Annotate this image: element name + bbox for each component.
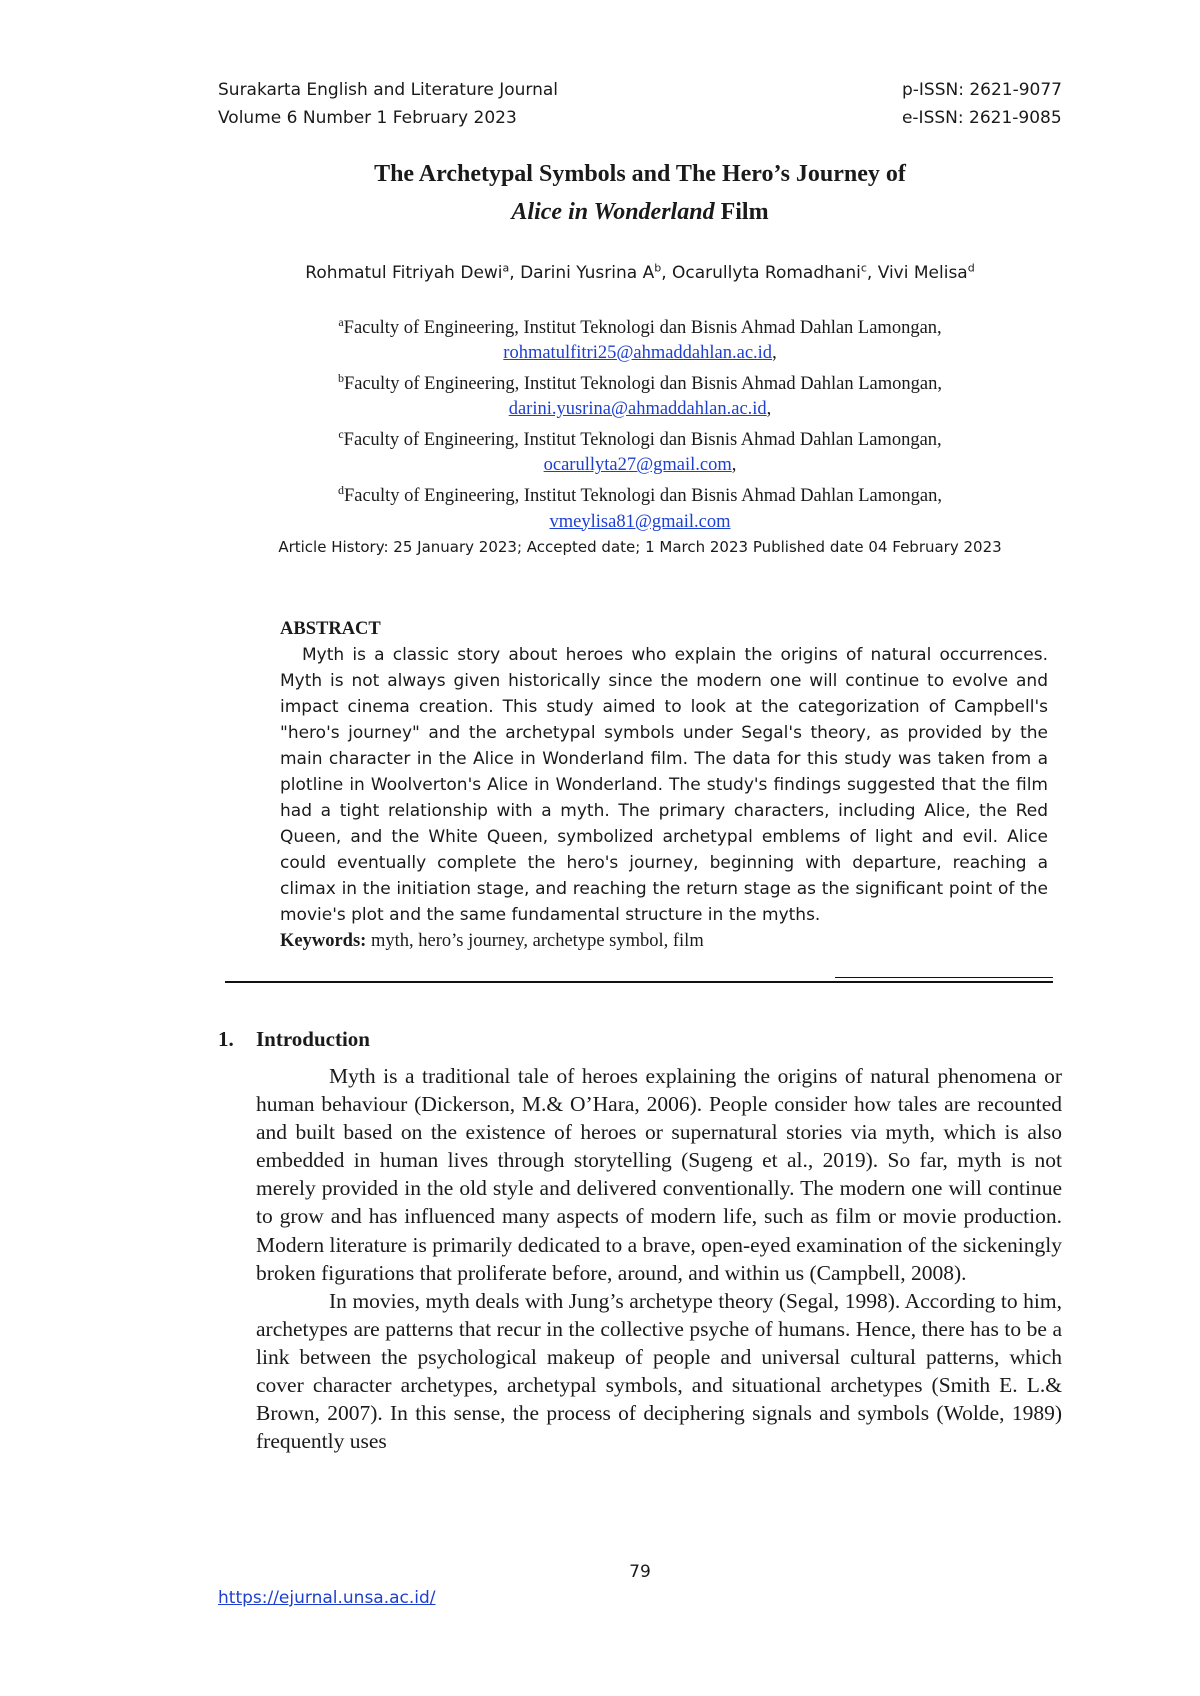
abstract-rule-thin xyxy=(835,977,1053,978)
affiliation-email-line: darini.yusrina@ahmaddahlan.ac.id, xyxy=(508,399,772,420)
article-history: Article History: 25 January 2023; Accepted date; 1 March 2023 Published date 04 February 2023 xyxy=(278,538,1002,556)
paper-title xyxy=(0,155,1200,231)
email-link[interactable]: darini.yusrina@ahmaddahlan.ac.id xyxy=(508,399,767,420)
affiliation-email-line: rohmatulfitri25@ahmaddahlan.ac.id, xyxy=(503,343,777,364)
affiliation: $^d$Faculty of Engineering, Institut Teknologi dan Bisnis Ahmad Dahlan Lamongan, xyxy=(338,483,942,507)
email-link[interactable]: ocarullyta27@gmail.com xyxy=(543,455,732,476)
introduction-heading xyxy=(218,1027,370,1052)
affiliation-email-line: ocarullyta27@gmail.com, xyxy=(543,455,737,476)
author-list xyxy=(0,261,1200,283)
paragraph: Myth is a traditional tale of heroes explaining the origins of natural phenomena or human behaviour (Dickerson, M.& O’Hara, 2006). People consider how tales are recounted and built based on the existence of heroes or supernatural stories via myth, which is also embedded in human lives through storytelling (Sugeng et al., 2019). So far, myth is not merely provided in the old style and delivered conventionally. The modern one will continue to grow and has influenced many aspects of modern life, such as film or movie production. Modern literature is primarily dedicated to a brave, open-eyed examination of the sickeningly broken figurations that proliferate before, around, and within us (Campbell, 2008). xyxy=(256,1064,1062,1285)
introduction-body xyxy=(256,1062,1062,1455)
title-line-1: The Archetypal Symbols and The Hero’s Journey of xyxy=(374,161,906,187)
keywords-text: myth, hero’s journey, archetype symbol, film xyxy=(366,931,704,951)
author: Darini Yusrina $A^b$, xyxy=(520,261,673,283)
email-link[interactable]: vmeylisa81@gmail.com xyxy=(549,511,731,532)
author: Ocarullyta Romadhani$^c$, xyxy=(672,261,878,283)
abstract-section xyxy=(280,616,1048,954)
journal-volume: Volume 6 Number 1 February 2023 xyxy=(218,108,517,128)
paragraph: In movies, myth deals with Jung’s archetype theory (Segal, 1998). According to him, archetypes are patterns that recur in the collective psyche of humans. Hence, there has to be a link between the psychological makeup of people and universal cultural patterns, which cover character archetypes, archetypal symbols, and situational archetypes (Smith E. L.& Brown, 2007). In this sense, the process of deciphering signals and symbols (Wolde, 1989) frequently uses xyxy=(256,1288,1062,1454)
journal-url-link[interactable]: https://ejurnal.unsa.ac.id/ xyxy=(218,1588,436,1608)
affiliation: $^c$Faculty of Engineering, Institut Teknologi dan Bisnis Ahmad Dahlan Lamongan, xyxy=(338,427,942,451)
e-issn: e-ISSN: 2621-9085 xyxy=(901,108,1062,128)
affiliation: $^a$Faculty of Engineering, Institut Teknologi dan Bisnis Ahmad Dahlan Lamongan, xyxy=(338,315,942,339)
affiliation-list xyxy=(0,310,1200,535)
author: Vivi Melisa$^d$ xyxy=(877,261,975,283)
author: Rohmatul Fitriyah Dewi$^a$, xyxy=(305,261,521,283)
title-italic-part: Alice in Wonderland xyxy=(511,199,715,225)
abstract-text: Myth is a classic story about heroes who explain the origins of natural occurrences. Myth is not always given historically since the modern one will continue to evolve and impact cinema creation. This study aimed to look at the categorization of Campbell's "hero's journey" and the archetypal symbols under Segal's theory, as provided by the main character in the Alice in Wonderland film. The data for this study was taken from a plotline in Woolverton's Alice in Wonderland. The study's findings suggested that the film had a tight relationship with a myth. The primary characters, including Alice, the Red Queen, and the White Queen, symbolized archetypal emblems of light and evil. Alice could eventually complete the hero's journey, beginning with departure, reaching a climax in the initiation stage, and reaching the return stage as the significant point of the movie's plot and the same fundamental structure in the myths. xyxy=(280,645,1048,925)
abstract-heading: ABSTRACT xyxy=(280,619,381,639)
p-issn: p-ISSN: 2621-9077 xyxy=(901,80,1062,100)
page-number: 79 xyxy=(629,1562,651,1582)
email-link[interactable]: rohmatulfitri25@ahmaddahlan.ac.id xyxy=(503,343,773,364)
title-rest: Film xyxy=(714,199,769,225)
section-title: Introduction xyxy=(256,1027,370,1051)
keywords-line xyxy=(280,928,1048,954)
affiliation: $^b$Faculty of Engineering, Institut Teknologi dan Bisnis Ahmad Dahlan Lamongan, xyxy=(338,371,942,395)
affiliation-email-line xyxy=(0,510,1200,535)
keywords-label: Keywords: xyxy=(280,931,367,951)
header-left xyxy=(218,76,558,132)
section-number: 1. xyxy=(218,1027,234,1051)
header-right xyxy=(902,76,1062,132)
page-footer xyxy=(218,1588,436,1608)
title-line-2 xyxy=(0,193,1200,231)
journal-name: Surakarta English and Literature Journal xyxy=(218,80,559,100)
abstract-rule xyxy=(225,981,1053,983)
